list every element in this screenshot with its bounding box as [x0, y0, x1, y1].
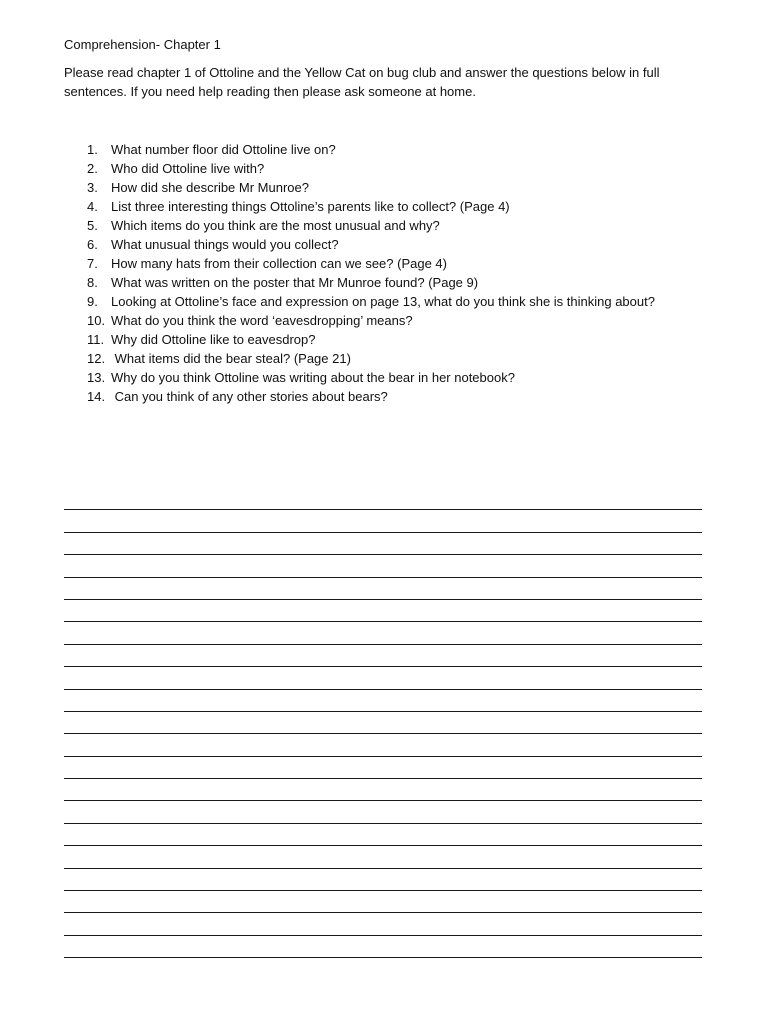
- answer-line: [64, 488, 702, 510]
- answer-line: [64, 869, 702, 891]
- answer-line: [64, 801, 702, 823]
- question-item: [87, 197, 727, 216]
- question-text: What number floor did Ottoline live on?: [111, 142, 336, 157]
- question-item: [87, 349, 727, 368]
- answer-line: [64, 690, 702, 712]
- question-number: 10.: [87, 313, 106, 328]
- question-number: 6.: [87, 237, 98, 252]
- question-text: What unusual things would you collect?: [111, 237, 339, 252]
- answer-line: [64, 533, 702, 555]
- question-text: Can you think of any other stories about bears?: [111, 389, 388, 404]
- answer-line: [64, 645, 702, 667]
- question-number: 5.: [87, 218, 98, 233]
- question-number: 3.: [87, 180, 98, 195]
- answer-line: [64, 936, 702, 958]
- question-item: [87, 159, 727, 178]
- worksheet-title: Comprehension- Chapter 1: [64, 37, 221, 52]
- answer-line: [64, 734, 702, 756]
- question-number: 12.: [87, 351, 106, 366]
- answer-line: [64, 600, 702, 622]
- answer-line: [64, 846, 702, 868]
- question-number: 14.: [87, 389, 106, 404]
- question-text: What items did the bear steal? (Page 21): [111, 351, 351, 366]
- question-number: 9.: [87, 294, 98, 309]
- answer-line: [64, 622, 702, 644]
- question-number: 13.: [87, 370, 106, 385]
- question-number: 4.: [87, 199, 98, 214]
- answer-line: [64, 578, 702, 600]
- answer-line: [64, 510, 702, 532]
- question-number: 11.: [87, 332, 105, 347]
- question-item: [87, 254, 727, 273]
- question-item: [87, 292, 727, 311]
- question-item: [87, 311, 727, 330]
- question-text: Looking at Ottoline’s face and expression on page 13, what do you think she is thinking about?: [111, 294, 655, 309]
- answer-line: [64, 555, 702, 577]
- question-list: [87, 140, 727, 406]
- question-item: [87, 140, 727, 159]
- answer-line: [64, 667, 702, 689]
- question-text: Why did Ottoline like to eavesdrop?: [111, 332, 316, 347]
- question-number: 1.: [87, 142, 98, 157]
- question-text: How did she describe Mr Munroe?: [111, 180, 309, 195]
- question-item: [87, 216, 727, 235]
- instructions-paragraph: Please read chapter 1 of Ottoline and the Yellow Cat on bug club and answer the questions below in full sentences. If you need help reading then please ask someone at home.: [64, 65, 660, 99]
- question-text: What do you think the word ‘eavesdropping’ means?: [111, 313, 413, 328]
- question-text: How many hats from their collection can we see? (Page 4): [111, 256, 447, 271]
- question-item: [87, 273, 727, 292]
- question-number: 7.: [87, 256, 98, 271]
- question-number: 2.: [87, 161, 98, 176]
- question-number: 8.: [87, 275, 98, 290]
- question-text: Why do you think Ottoline was writing about the bear in her notebook?: [111, 370, 515, 385]
- question-item: [87, 330, 727, 349]
- question-item: [87, 178, 727, 197]
- answer-line: [64, 891, 702, 913]
- answer-line: [64, 913, 702, 935]
- answer-line: [64, 824, 702, 846]
- question-item: [87, 368, 727, 387]
- question-item: [87, 235, 727, 254]
- question-text: Which items do you think are the most unusual and why?: [111, 218, 440, 233]
- question-text: Who did Ottoline live with?: [111, 161, 265, 176]
- question-item: [87, 387, 727, 406]
- answer-line: [64, 779, 702, 801]
- question-text: List three interesting things Ottoline’s parents like to collect? (Page 4): [111, 199, 510, 214]
- answer-line: [64, 712, 702, 734]
- question-text: What was written on the poster that Mr Munroe found? (Page 9): [111, 275, 479, 290]
- answer-lines: [64, 488, 702, 958]
- answer-line: [64, 757, 702, 779]
